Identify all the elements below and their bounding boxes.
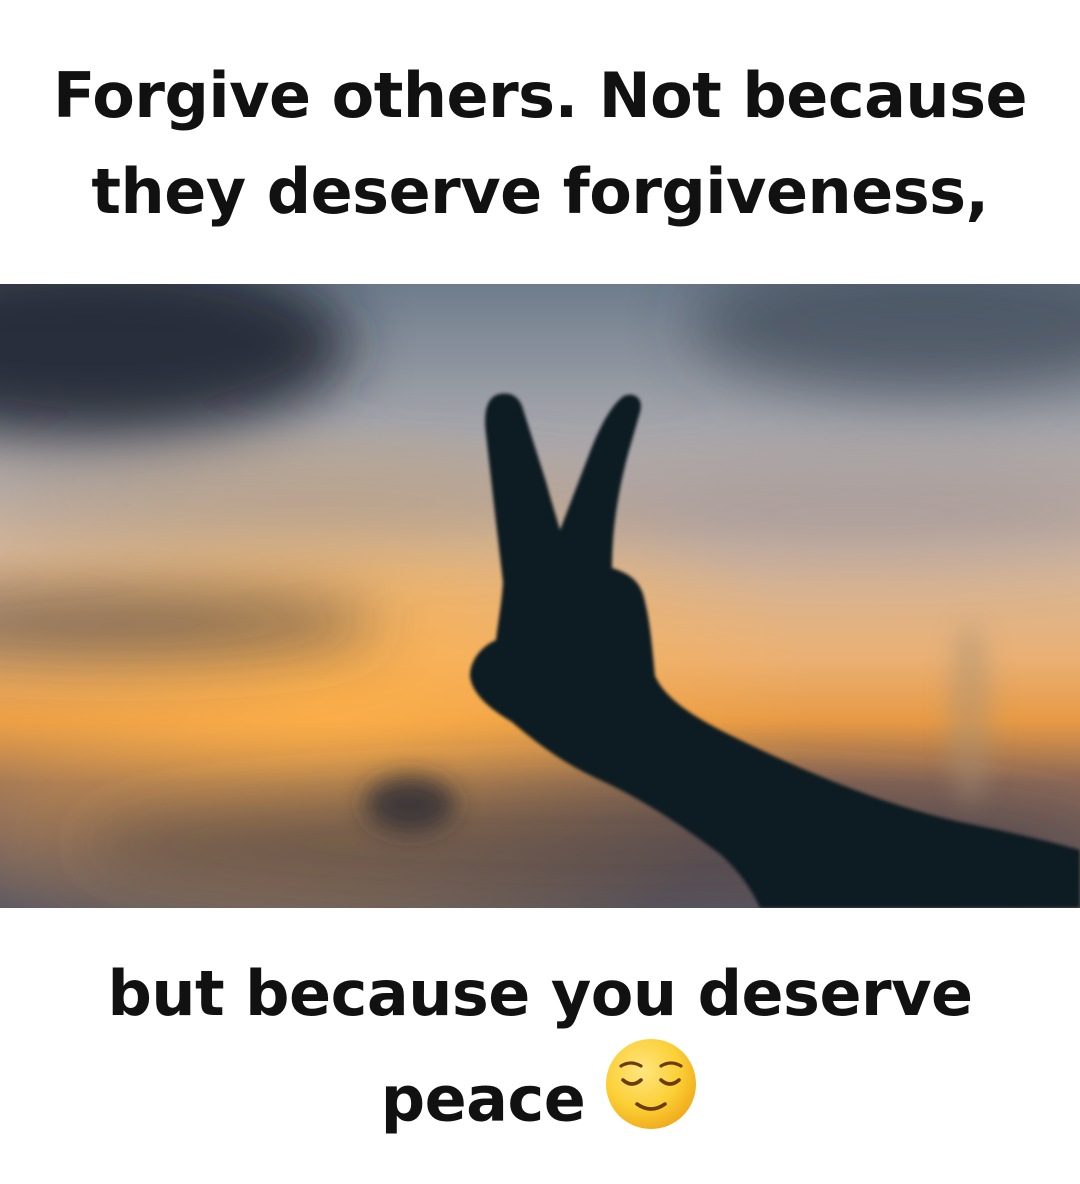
bottom-caption-peace-word: peace <box>380 1062 586 1136</box>
bottom-caption <box>0 946 1080 1165</box>
top-caption <box>0 48 1080 240</box>
bottom-caption-line-2 <box>0 1042 1080 1165</box>
top-caption-line-2: they deserve forgiveness, <box>91 155 989 228</box>
relieved-face-icon <box>603 1036 699 1159</box>
sunset-hand-photo <box>0 284 1080 908</box>
bottom-caption-line-1: but because you deserve <box>107 957 973 1030</box>
top-caption-line-1: Forgive others. Not because <box>52 59 1028 132</box>
